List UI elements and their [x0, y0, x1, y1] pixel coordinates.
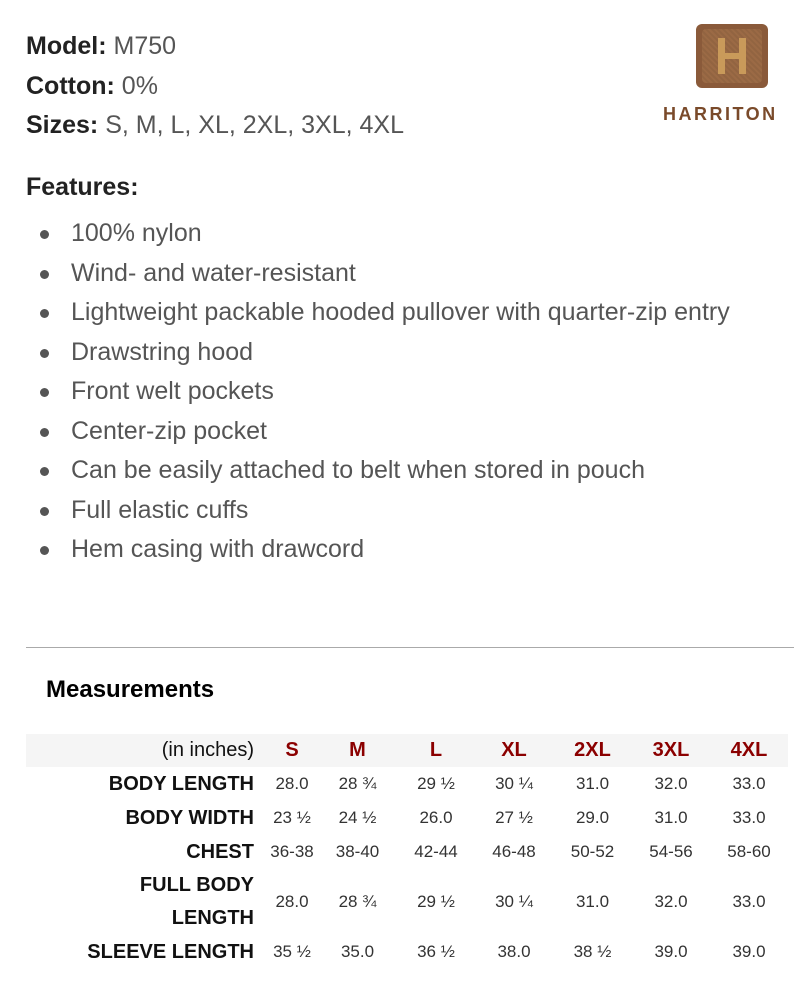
bullet-icon	[40, 388, 49, 397]
table-cell: 28 ¾	[338, 774, 377, 793]
size-header: 3XL	[632, 734, 710, 767]
table-header-row	[26, 734, 788, 767]
logo-emblem	[696, 24, 768, 88]
feature-item: Center-zip pocket	[40, 412, 760, 452]
table-cell: 33.0	[732, 892, 766, 911]
table-cell: 29 ½	[417, 892, 455, 911]
row-label: FULL BODY LENGTH	[139, 874, 254, 929]
spec-sizes-label: Sizes:	[26, 111, 99, 139]
table-cell: 30 ¼	[495, 892, 533, 911]
table-cell: 30 ¼	[495, 774, 533, 793]
table-cell: 27 ½	[495, 808, 533, 827]
harriton-logo	[663, 24, 794, 124]
spec-sizes	[26, 110, 404, 140]
table-cell: 42-44	[414, 842, 458, 861]
table-cell: 24 ½	[338, 808, 377, 827]
bullet-icon	[40, 309, 49, 318]
table-cell: 38 ½	[573, 942, 612, 961]
table-cell: 46-48	[492, 842, 536, 861]
size-header: L	[397, 734, 475, 767]
table-cell: 28.0	[275, 774, 309, 793]
feature-item: Drawstring hood	[40, 333, 760, 373]
feature-item: Full elastic cuffs	[40, 491, 760, 531]
spec-sizes-value: S, M, L, XL, 2XL, 3XL, 4XL	[105, 111, 404, 139]
table-cell: 31.0	[575, 892, 610, 911]
size-header: S	[266, 734, 318, 767]
feature-item: Wind- and water-resistant	[40, 254, 760, 294]
table-cell: 35.0	[340, 942, 375, 961]
spec-model-value: M750	[113, 32, 177, 60]
table-cell: 32.0	[654, 892, 688, 911]
measurements-title: Measurements	[46, 676, 215, 703]
table-row	[26, 767, 788, 801]
bullet-icon	[40, 507, 49, 516]
table-cell: 32.0	[654, 774, 688, 793]
size-header: 2XL	[553, 734, 632, 767]
logo-h-icon	[696, 24, 768, 88]
feature-list	[40, 214, 760, 570]
table-cell: 29.0	[575, 808, 610, 827]
table-row	[26, 835, 788, 869]
table-row	[26, 869, 788, 935]
bullet-icon	[40, 270, 49, 279]
table-cell: 33.0	[732, 808, 766, 827]
size-header: XL	[475, 734, 553, 767]
table-row	[26, 935, 788, 969]
spec-cotton-label: Cotton:	[26, 72, 115, 100]
table-cell: 36-38	[270, 842, 314, 861]
table-cell: 26.0	[419, 808, 453, 827]
table-cell: 38.0	[497, 942, 531, 961]
feature-item: Front welt pockets	[40, 372, 760, 412]
table-cell: 28.0	[275, 892, 309, 911]
spec-model-label: Model:	[26, 32, 107, 60]
row-label: SLEEVE LENGTH	[87, 940, 254, 963]
table-cell: 29 ½	[417, 774, 455, 793]
table-cell: 39.0	[654, 942, 688, 961]
logo-wordmark: HARRITON	[663, 104, 778, 124]
table-cell: 35 ½	[273, 942, 311, 961]
unit-label: (in inches)	[26, 734, 266, 767]
table-cell: 58-60	[727, 842, 771, 861]
table-row	[26, 801, 788, 835]
row-label: BODY WIDTH	[125, 806, 254, 829]
row-label: CHEST	[186, 840, 254, 863]
table-cell: 36 ½	[417, 942, 455, 961]
measurements-table	[26, 734, 788, 969]
table-cell: 54-56	[649, 842, 693, 861]
section-divider	[26, 647, 794, 648]
feature-item: 100% nylon	[40, 214, 760, 254]
size-header: 4XL	[710, 734, 788, 767]
table-cell: 33.0	[732, 774, 766, 793]
bullet-icon	[40, 546, 49, 555]
bullet-icon	[40, 467, 49, 476]
table-cell: 39.0	[732, 942, 766, 961]
table-cell: 23 ½	[273, 808, 311, 827]
bullet-icon	[40, 349, 49, 358]
feature-item: Hem casing with drawcord	[40, 530, 760, 570]
features-title: Features:	[26, 173, 139, 201]
table-cell: 50-52	[570, 842, 615, 861]
table-cell: 28 ¾	[338, 892, 377, 911]
table-cell: 31.0	[575, 774, 610, 793]
row-label: BODY LENGTH	[108, 772, 254, 795]
spec-cotton-value: 0%	[121, 72, 158, 100]
bullet-icon	[40, 230, 49, 239]
size-header: M	[318, 734, 397, 767]
bullet-icon	[40, 428, 49, 437]
table-cell: 31.0	[654, 808, 688, 827]
spec-cotton	[26, 71, 158, 101]
table-cell: 38-40	[335, 842, 380, 861]
spec-model	[26, 31, 176, 61]
feature-item: Can be easily attached to belt when stored in pouch	[40, 451, 760, 491]
feature-item: Lightweight packable hooded pullover with quarter-zip entry	[40, 293, 760, 333]
